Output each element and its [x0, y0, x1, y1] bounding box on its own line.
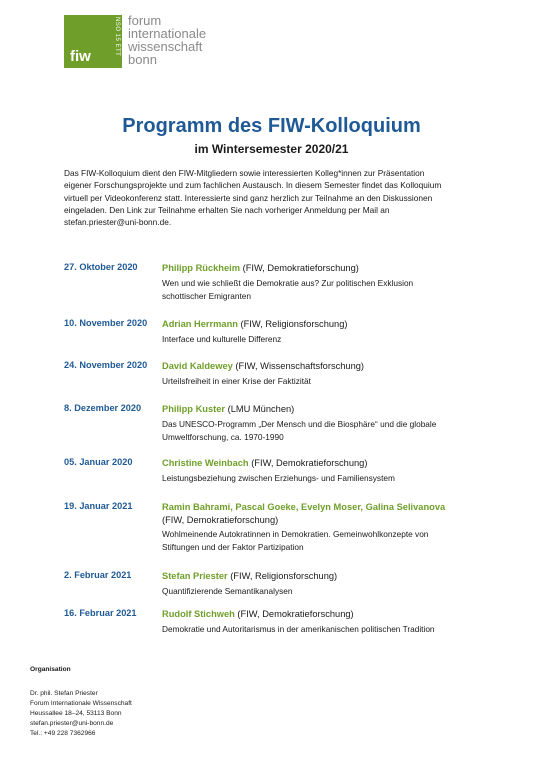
- speaker-affiliation: (FIW, Religionsforschung): [237, 319, 348, 329]
- event-speaker: [162, 501, 482, 527]
- speaker-affiliation: (FIW, Demokratieforschung): [234, 609, 354, 619]
- event-speaker: [162, 262, 482, 275]
- topic-line: schottischer Emigranten: [162, 290, 252, 301]
- logo-line: bonn: [128, 52, 157, 67]
- event-speaker: [162, 570, 482, 583]
- speaker-name: Christine Weinbach: [162, 458, 249, 468]
- event-date: 2. Februar 2021: [64, 570, 132, 580]
- contact-email[interactable]: stefan.priester@uni-bonn.de: [30, 720, 114, 727]
- logo-line: internationale: [128, 26, 207, 41]
- event-speaker: [162, 403, 482, 416]
- logo-abbreviation: fiw: [70, 48, 91, 65]
- topic-line: Wen und wie schließt die Demokratie aus? Zur politischen Exklusion: [162, 278, 414, 288]
- logo-line: wissenschaft: [128, 39, 203, 54]
- contact-institution: Forum Internationale Wissenschaft: [30, 700, 132, 707]
- intro-line: eingeladen. Den Link zur Teilnahme erhalten Sie nach vorheriger Anmeldung per Mail an: [64, 204, 390, 215]
- contact-address: Heussallee 18–24, 53113 Bonn: [30, 710, 122, 717]
- event-date: 8. Dezember 2020: [64, 403, 142, 413]
- event-date: 19. Januar 2021: [64, 501, 133, 511]
- speaker-name: Adrian Herrmann: [162, 319, 238, 329]
- intro-line: virtuell per Videokonferenz statt. Interessierte sind ganz herzlich zur Teilnahme an den Diskussionen: [64, 192, 433, 203]
- event-topic: [162, 623, 482, 636]
- speaker-name: Stefan Priester: [162, 571, 228, 581]
- event-date: 05. Januar 2020: [64, 457, 133, 467]
- contact-name: Dr. phil. Stefan Priester: [30, 690, 98, 697]
- speaker-affiliation: (FIW, Wissenschaftsforschung): [232, 361, 365, 371]
- logo-vertical-text: NSO 15 ETT: [114, 17, 120, 57]
- event-topic: [162, 418, 482, 443]
- event-date: 24. November 2020: [64, 360, 148, 370]
- event-date: 27. Oktober 2020: [64, 262, 138, 272]
- fiw-logo: [64, 15, 122, 68]
- speaker-name: Rudolf Stichweh: [162, 609, 235, 619]
- topic-line: Quantifizierende Semantikanalysen: [162, 586, 293, 596]
- event-topic: [162, 528, 482, 553]
- logo-wordmark: [128, 14, 206, 66]
- topic-line: Das UNESCO-Programm „Der Mensch und die Biosphäre“ und die globale: [162, 419, 437, 429]
- topic-line: Wohlmeinende Autokratinnen in Demokratien. Gemeinwohlkonzepte von: [162, 529, 429, 539]
- event-topic: [162, 585, 482, 598]
- speaker-name: David Kaldewey: [162, 361, 233, 371]
- speaker-name: Philipp Kuster: [162, 404, 226, 414]
- intro-line: Das FIW-Kolloquium dient den FIW-Mitgliedern sowie interessierten Kolleg*innen zur Präsentation: [64, 168, 425, 178]
- event-topic: [162, 472, 482, 485]
- speaker-affiliation: (FIW, Demokratieforschung): [240, 263, 359, 273]
- topic-line: Stiftungen und der Faktor Partizipation: [162, 541, 304, 552]
- event-topic: [162, 375, 482, 388]
- intro-paragraph: [64, 167, 474, 228]
- event-speaker: [162, 457, 482, 470]
- event-speaker: [162, 608, 482, 621]
- speaker-affiliation: (FIW, Demokratieforschung): [248, 458, 368, 468]
- topic-line: Urteilsfreiheit in einer Krise der Faktizität: [162, 376, 311, 386]
- event-speaker: [162, 318, 482, 331]
- page-subtitle: im Wintersemester 2020/21: [194, 142, 349, 156]
- event-topic: [162, 333, 482, 346]
- contact-phone: Tel.: +49 228 7362966: [30, 730, 96, 737]
- intro-line: stefan.priester@uni-bonn.de.: [64, 217, 172, 228]
- event-date: 10. November 2020: [64, 318, 148, 328]
- speaker-affiliation: (FIW, Religionsforschung): [227, 571, 338, 581]
- topic-line: Umweltforschung, ca. 1970-1990: [162, 431, 284, 442]
- event-topic: [162, 277, 482, 302]
- organisation-heading: [30, 666, 71, 673]
- intro-line: eigener Forschungsprojekte und zum fachlichen Austausch. In diesem Semester findet das Kolloquium: [64, 180, 442, 191]
- organisation-contact: [30, 689, 132, 739]
- speaker-name: Philipp Rückheim: [162, 263, 241, 273]
- topic-line: Demokratie und Autoritarismus in der amerikanischen politischen Tradition: [162, 624, 435, 634]
- event-speaker: [162, 360, 482, 373]
- page-title: Programm des FIW-Kolloquium: [122, 115, 421, 137]
- topic-line: Leistungsbeziehung zwischen Erziehungs- und Familiensystem: [162, 473, 395, 483]
- speaker-affiliation: (LMU München): [225, 404, 295, 414]
- event-date: 16. Februar 2021: [64, 608, 137, 618]
- topic-line: Interface und kulturelle Differenz: [162, 334, 282, 344]
- logo-line: forum: [128, 13, 162, 28]
- speaker-name: Ramin Bahrami, Pascal Goeke, Evelyn Moser, Galina Selivanova: [162, 502, 446, 512]
- organisation-title: Organisation: [30, 666, 71, 673]
- speaker-affiliation: (FIW, Demokratieforschung): [162, 515, 279, 525]
